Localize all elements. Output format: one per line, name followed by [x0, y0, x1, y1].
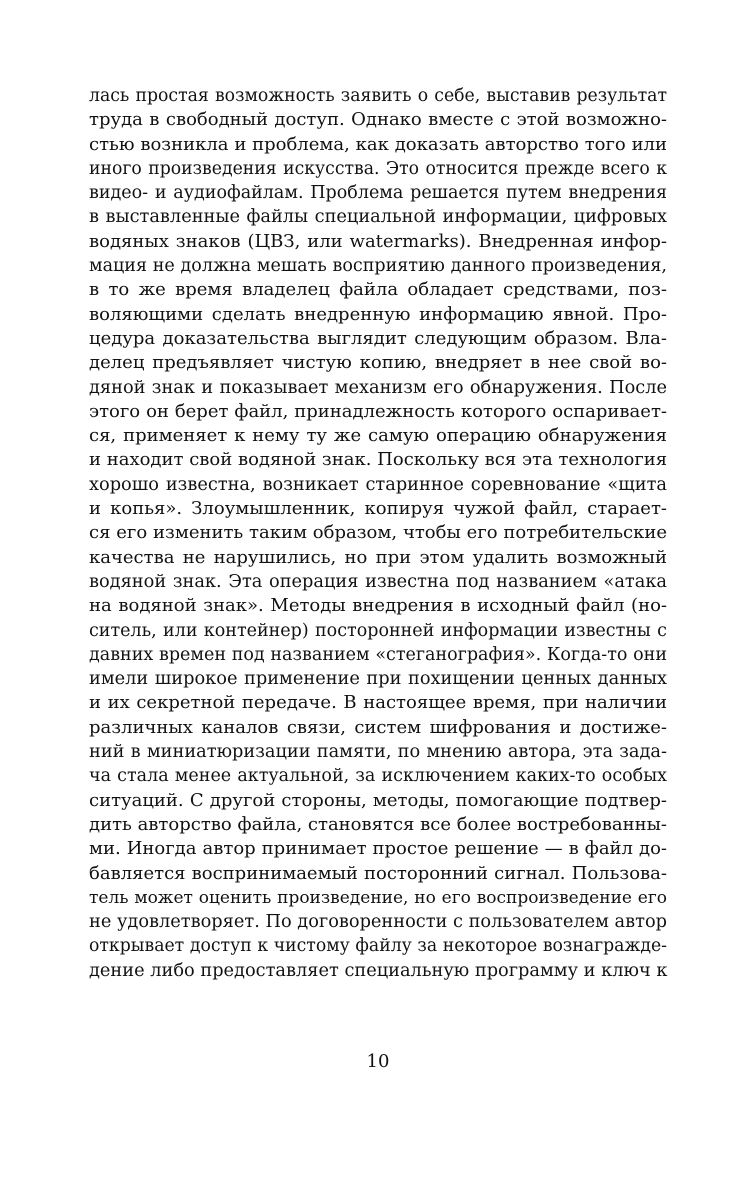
text-line: дяной знак и показывает механизм его обнаружения. После [89, 377, 667, 398]
text-line: давних времен под названием «стеганография». Когда-то они [89, 644, 667, 665]
text-line: и находит свой водяной знак. Поскольку вся эта технология [89, 449, 668, 471]
text-line: хорошо известна, возникает старинное соревнование «щита [89, 474, 667, 495]
text-line: ситуаций. С другой стороны, методы, помогающие подтвер- [89, 789, 667, 811]
text-line: ми. Иногда автор принимает простое решение — в файл до- [89, 838, 667, 860]
text-line: и копья». Злоумышленник, копируя чужой файл, старает- [89, 498, 667, 520]
page-number: 10 [366, 1051, 390, 1072]
text-line: качества не нарушились, но при этом удалить возможный [89, 546, 667, 568]
text-line: не удовлетворяет. По договоренности с пользователем автор [89, 912, 667, 933]
text-line: труда в свободный доступ. Однако вместе с этой возможно- [89, 109, 667, 131]
text-line: воляющими сделать внедренную информацию явной. Про- [89, 303, 667, 325]
text-line: мация не должна мешать восприятию данного произведения, [89, 256, 667, 277]
text-line: в то же время владелец файла обладает средствами, поз- [89, 279, 667, 301]
text-line: иного произведения искусства. Это относится прежде всего к [89, 158, 667, 179]
text-line: открывает доступ к чистому файлу за некоторое вознагражде- [89, 936, 667, 957]
text-line: цедура доказательства выглядит следующим образом. Вла- [89, 327, 667, 349]
text-line: этого он берет файл, принадлежность которого оспаривает- [89, 400, 667, 422]
text-line: ний в миниатюризации памяти, по мнению автора, эта зада- [89, 742, 667, 763]
text-line: в выставленные файлы специальной информации, цифровых [89, 207, 667, 228]
text-line: на водяной знак». Методы внедрения в исходный файл (но- [89, 595, 667, 617]
text-line: ся, применяет к нему ту же самую операцию обнаружения [89, 425, 667, 447]
text-line: различных каналов связи, систем шифрования и достиже- [89, 716, 667, 738]
text-line: лась простая возможность заявить о себе, выставив результат [89, 86, 667, 106]
text-line: имели широкое применение при похищении ценных данных [89, 669, 667, 690]
text-line: стью возникла и проблема, как доказать авторство того или [89, 133, 667, 155]
text-line: ся его изменить таким образом, чтобы его потребительские [89, 522, 667, 544]
text-line: дение либо предоставляет специальную программу и ключ к [89, 960, 668, 981]
text-line: ситель, или контейнер) посторонней информации известны с [89, 620, 667, 641]
text-line: бавляется воспринимаемый посторонний сигнал. Пользова- [89, 862, 667, 884]
text-line: видео- и аудиофайлам. Проблема решается путем внедрения [89, 183, 667, 204]
text-line: дить авторство файла, становятся все более востребованны- [89, 813, 667, 835]
body-text [89, 84, 667, 983]
text-line: и их секретной передаче. В настоящее время, при наличии [89, 692, 667, 714]
text-line: делец предъявляет чистую копию, внедряет в нее свой во- [89, 352, 667, 374]
text-line: водяной знак. Эта операция известна под названием «атака [89, 571, 667, 592]
text-line: ча стала менее актуальной, за исключением каких-то особых [89, 766, 667, 787]
text-line: водяных знаков (ЦВЗ, или watermarks). Внедренная инфор- [89, 230, 667, 252]
text-line: тель может оценить произведение, но его воспроизведение его [89, 887, 667, 908]
